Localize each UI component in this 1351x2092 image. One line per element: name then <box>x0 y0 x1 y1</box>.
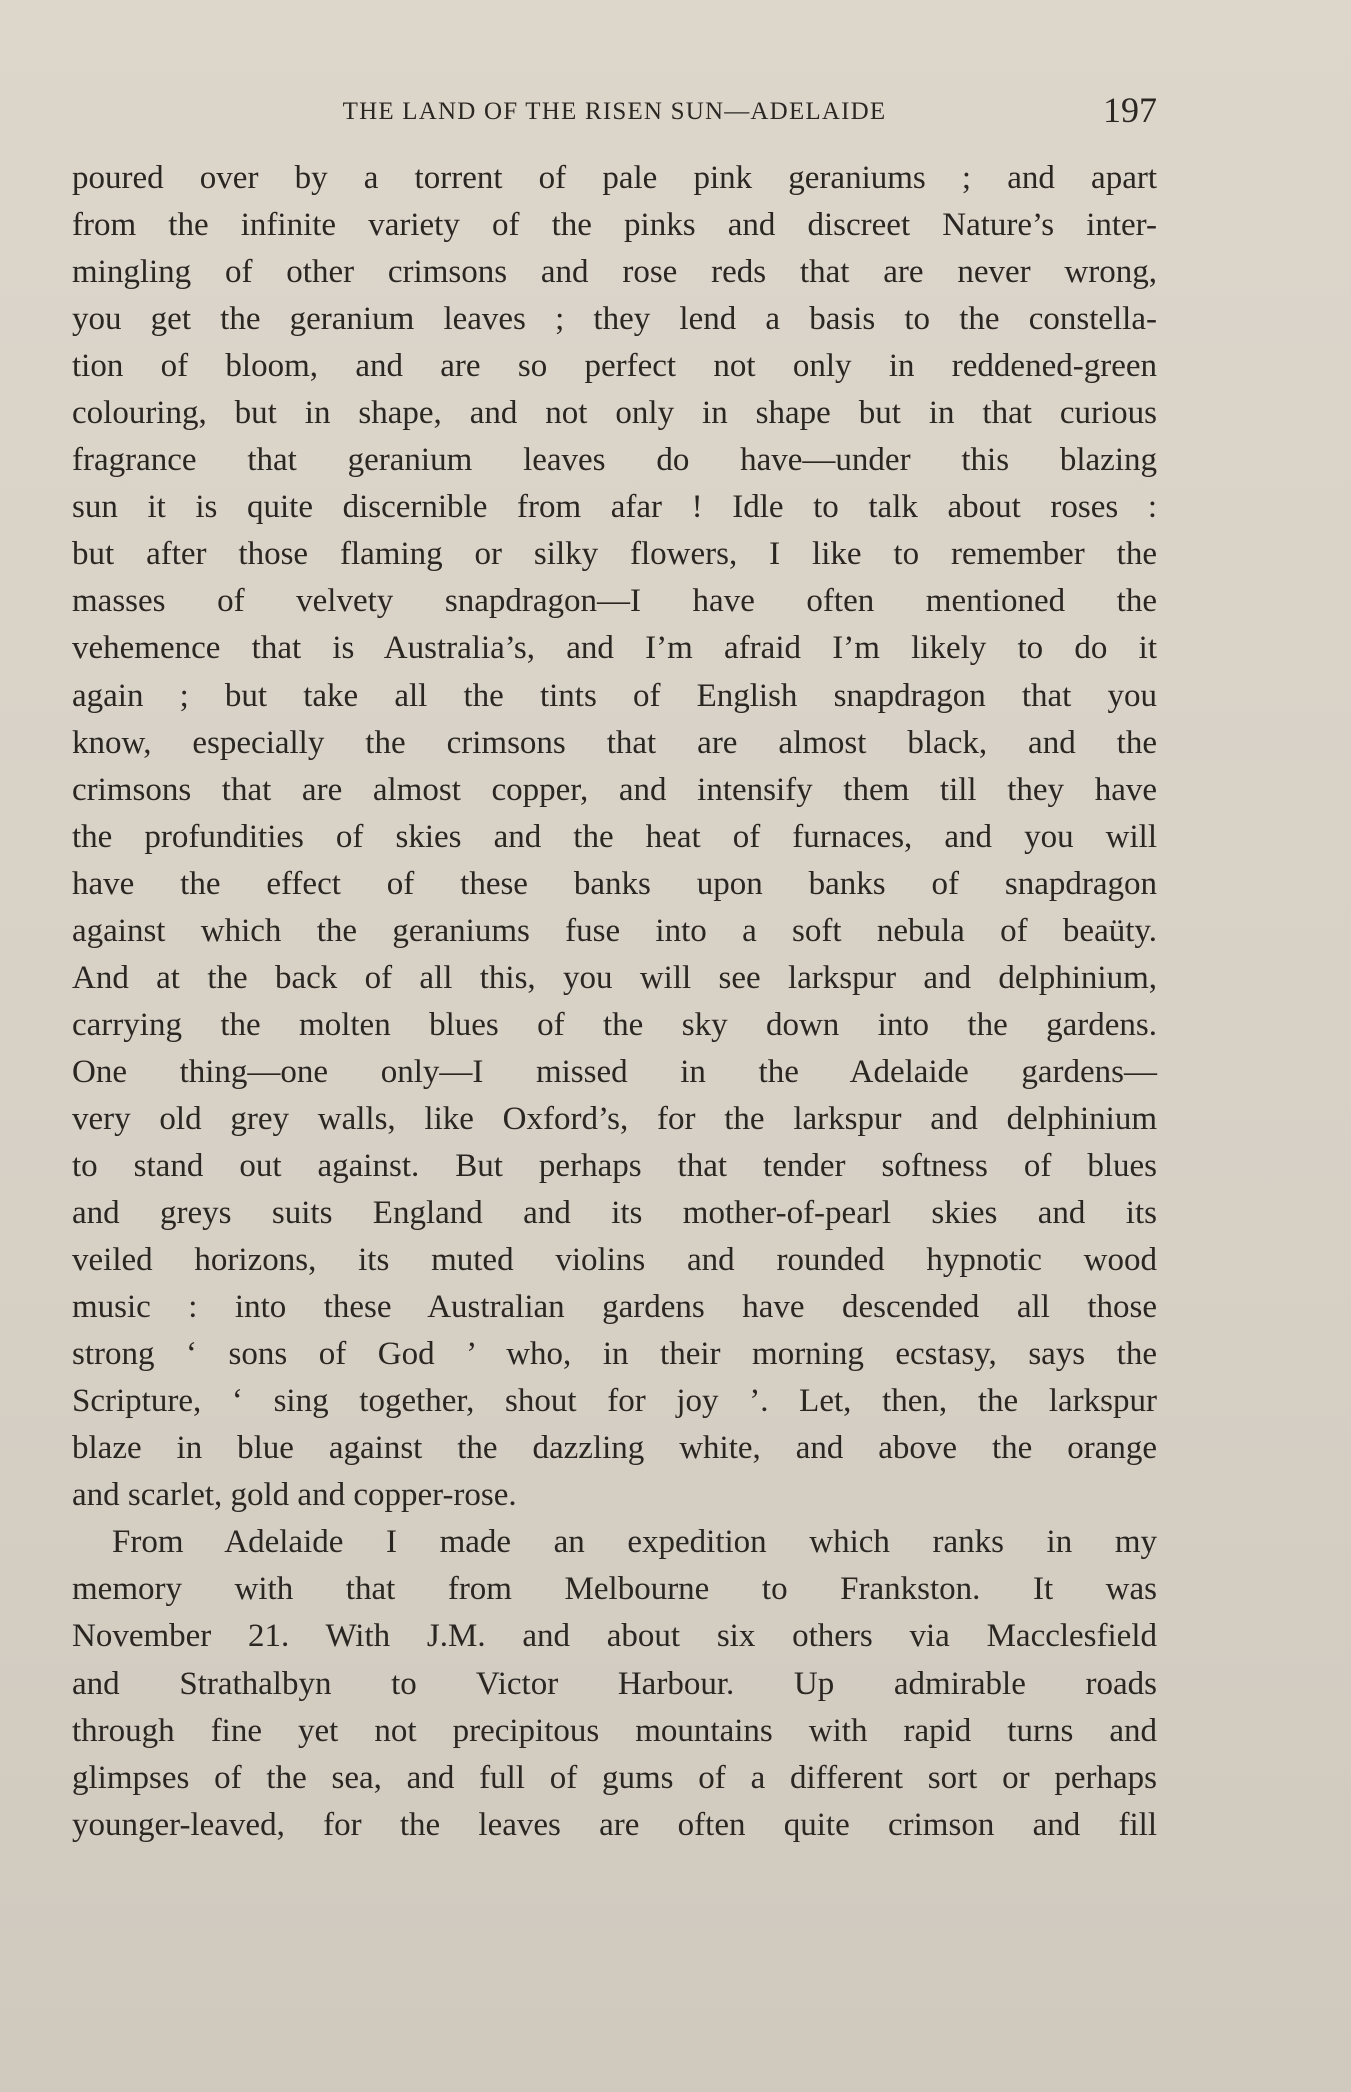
text-line: Scripture, ‘ sing together, shout for joy ’. Let, then, the larkspur <box>72 1383 1157 1420</box>
text-line: One thing—one only—I missed in the Adelaide gardens— <box>72 1053 1157 1090</box>
text-line: again ; but take all the tints of English snapdragon that you <box>72 677 1157 714</box>
text-line: fragrance that geranium leaves do have—under this blazing <box>72 442 1157 479</box>
text-line: crimsons that are almost copper, and intensify them till they have <box>72 771 1157 808</box>
text-line: memory with that from Melbourne to Frankston. It was <box>72 1571 1157 1608</box>
text-line: and Strathalbyn to Victor Harbour. Up admirable roads <box>72 1665 1157 1702</box>
text-line: against which the geraniums fuse into a soft nebula of beaüty. <box>72 912 1157 949</box>
text-line: and greys suits England and its mother-of-pearl skies and its <box>72 1195 1157 1232</box>
text-line: poured over by a torrent of pale pink geraniums ; and apart <box>72 160 1157 196</box>
running-head <box>72 92 1157 132</box>
text-line: November 21. With J.M. and about six others via Macclesfield <box>72 1618 1157 1655</box>
text-line: colouring, but in shape, and not only in shape but in that curious <box>72 395 1157 432</box>
text-line: younger-leaved, for the leaves are often quite crimson and fill <box>72 1806 1157 1843</box>
text-line: you get the geranium leaves ; they lend a basis to the constella- <box>72 301 1157 338</box>
text-line: veiled horizons, its muted violins and rounded hypnotic wood <box>72 1242 1157 1279</box>
text-line: from the infinite variety of the pinks and discreet Nature’s inter- <box>72 207 1157 244</box>
text-line: through fine yet not precipitous mountains with rapid turns and <box>72 1712 1157 1749</box>
text-line: to stand out against. But perhaps that tender softness of blues <box>72 1147 1157 1184</box>
text-line: glimpses of the sea, and full of gums of a different sort or perhaps <box>72 1759 1157 1796</box>
text-line: masses of velvety snapdragon—I have often mentioned the <box>72 583 1157 620</box>
text-line: mingling of other crimsons and rose reds that are never wrong, <box>72 254 1157 291</box>
body-text <box>72 155 1157 1849</box>
text-line: vehemence that is Australia’s, and I’m afraid I’m likely to do it <box>72 630 1157 667</box>
text-line: strong ‘ sons of God ’ who, in their morning ecstasy, says the <box>72 1336 1157 1373</box>
text-line: very old grey walls, like Oxford’s, for the larkspur and delphinium <box>72 1100 1157 1137</box>
text-line: tion of bloom, and are so perfect not only in reddened-green <box>72 348 1157 385</box>
paragraph-end-line: and scarlet, gold and copper-rose. <box>72 1477 517 1514</box>
text-line: blaze in blue against the dazzling white, and above the orange <box>72 1430 1157 1467</box>
paragraph-start-line: From Adelaide I made an expedition which ranks in my <box>112 1524 1157 1561</box>
text-line: know, especially the crimsons that are almost black, and the <box>72 724 1157 761</box>
text-line: And at the back of all this, you will see larkspur and delphinium, <box>72 959 1157 996</box>
text-line: have the effect of these banks upon banks of snapdragon <box>72 865 1157 902</box>
text-line: but after those flaming or silky flowers, I like to remember the <box>72 536 1157 573</box>
running-title: THE LAND OF THE RISEN SUN—ADELAIDE <box>342 98 887 125</box>
text-line: carrying the molten blues of the sky down into the gardens. <box>72 1006 1157 1043</box>
text-line: music : into these Australian gardens have descended all those <box>72 1289 1157 1326</box>
text-line: the profundities of skies and the heat of furnaces, and you will <box>72 818 1157 855</box>
page-number: 197 <box>1103 90 1157 130</box>
text-line: sun it is quite discernible from afar ! Idle to talk about roses : <box>72 489 1157 526</box>
